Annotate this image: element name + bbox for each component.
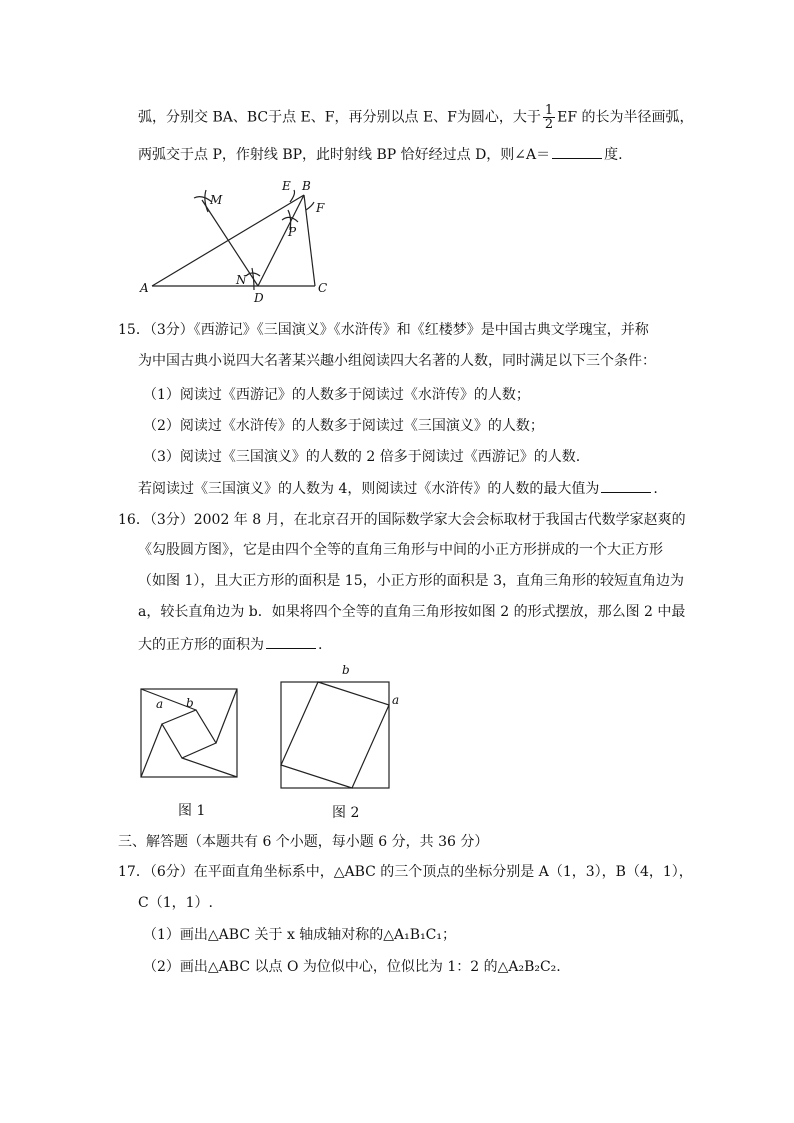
inner-square	[162, 710, 216, 758]
q17-line-1: 17．（6分）在平面直角坐标系中，△ABC 的三个顶点的坐标分别是 A（1，3），B（4，1），	[118, 864, 693, 880]
q16-line-5	[138, 634, 322, 655]
q15-condition-2: （2）阅读过《水浒传》的人数多于阅读过《三国演义》的人数；	[143, 418, 544, 434]
fraction-numerator: 1	[544, 103, 554, 118]
label-e: E	[282, 179, 291, 193]
one-half-fraction	[543, 104, 555, 131]
q15-line-2: 为中国古典小说四大名著某兴趣小组阅读四大名著的人数，同时满足以下三个条件：	[138, 353, 656, 369]
arc-f	[306, 202, 314, 210]
label-d: D	[254, 291, 264, 305]
outer-square	[281, 682, 389, 788]
q15-question-line	[138, 478, 658, 499]
figure-1-zhao-shuang-diagram	[140, 688, 240, 780]
figure-2-square-diagram	[278, 660, 408, 790]
q16-line-1: 16．（3分）2002 年 8 月，在北京召开的国际数学家大会会标取材于我国古代数学家赵爽的	[118, 512, 686, 528]
q14-line1-text-a: 弧，分别交 BA、BC于点 E、F，再分别以点 E、F为圆心，大于	[138, 109, 541, 126]
label-n: N	[236, 273, 247, 287]
fig1-label-a: a	[156, 697, 164, 711]
arc-n-2	[252, 268, 254, 290]
fig2-label-b: b	[342, 663, 350, 677]
label-b: B	[302, 179, 311, 193]
answer-blank	[601, 478, 651, 493]
figure-1-caption: 图 1	[178, 803, 206, 819]
q15-condition-1: （1）阅读过《西游记》的人数多于阅读过《水浒传》的人数；	[143, 387, 530, 403]
label-c: C	[318, 281, 328, 295]
q16-question-text: 大的正方形的面积为	[138, 637, 264, 653]
q17-item-2: （2）画出△ABC 以点 O 为位似中心，位似比为 1：2 的△A₂B₂C₂.	[143, 959, 561, 975]
q15-line-1: 15．（3分）《西游记》《三国演义》《水浒传》和《红楼梦》是中国古典文学瑰宝，并称	[118, 322, 649, 338]
fraction-denominator: 2	[544, 117, 554, 132]
answer-blank	[266, 634, 316, 649]
q16-line-2: 《勾股圆方图》，它是由四个全等的直角三角形与中间的小正方形拼成的一个大正方形	[138, 542, 663, 558]
figure-2-caption: 图 2	[332, 805, 360, 821]
large-tilted-square	[281, 682, 389, 788]
triangle-side-3	[182, 758, 237, 777]
label-m: M	[210, 193, 223, 207]
label-p: P	[288, 225, 297, 239]
q14-line-1	[138, 104, 694, 131]
q14-line1-text-b: EF 的长为半径画弧，	[557, 109, 694, 126]
answer-blank	[552, 144, 602, 159]
q14-line2-text-b: 度.	[604, 147, 623, 163]
label-a: A	[140, 281, 149, 295]
q16-line-3: （如图 1），且大正方形的面积是 15，小正方形的面积是 3，直角三角形的较短直角边为	[138, 573, 684, 589]
q17-item-1: （1）画出△ABC 关于 x 轴成轴对称的△A₁B₁C₁；	[143, 927, 457, 943]
q16-line-4: a，较长直角边为 b．如果将四个全等的直角三角形按如图 2 的形式摆放，那么图 2 中最	[138, 604, 686, 620]
q14-triangle-figure	[130, 172, 370, 307]
q17-line-2: C（1，1）.	[138, 895, 213, 911]
q14-line2-text-a: 两弧交于点 P，作射线 BP，此时射线 BP 恰好经过点 D，则∠A＝	[138, 147, 551, 163]
fig1-label-b: b	[186, 696, 194, 710]
triangle-side-4	[141, 724, 162, 777]
side-bc	[304, 195, 315, 286]
section-3-heading: 三、解答题（本题共有 6 个小题，每小题 6 分，共 36 分）	[118, 834, 489, 850]
triangle-side-2	[216, 689, 237, 743]
q14-line-2	[138, 144, 623, 165]
fig2-label-a: a	[392, 693, 400, 707]
label-f: F	[316, 201, 325, 215]
q15-question-text: 若阅读过《三国演义》的人数为 4，则阅读过《水浒传》的人数的最大值为	[138, 481, 600, 497]
q15-condition-3: （3）阅读过《三国演义》的人数的 2 倍多于阅读过《西游记》的人数.	[143, 449, 581, 465]
q15-question-end: .	[653, 481, 658, 497]
q16-question-end: .	[318, 637, 323, 653]
